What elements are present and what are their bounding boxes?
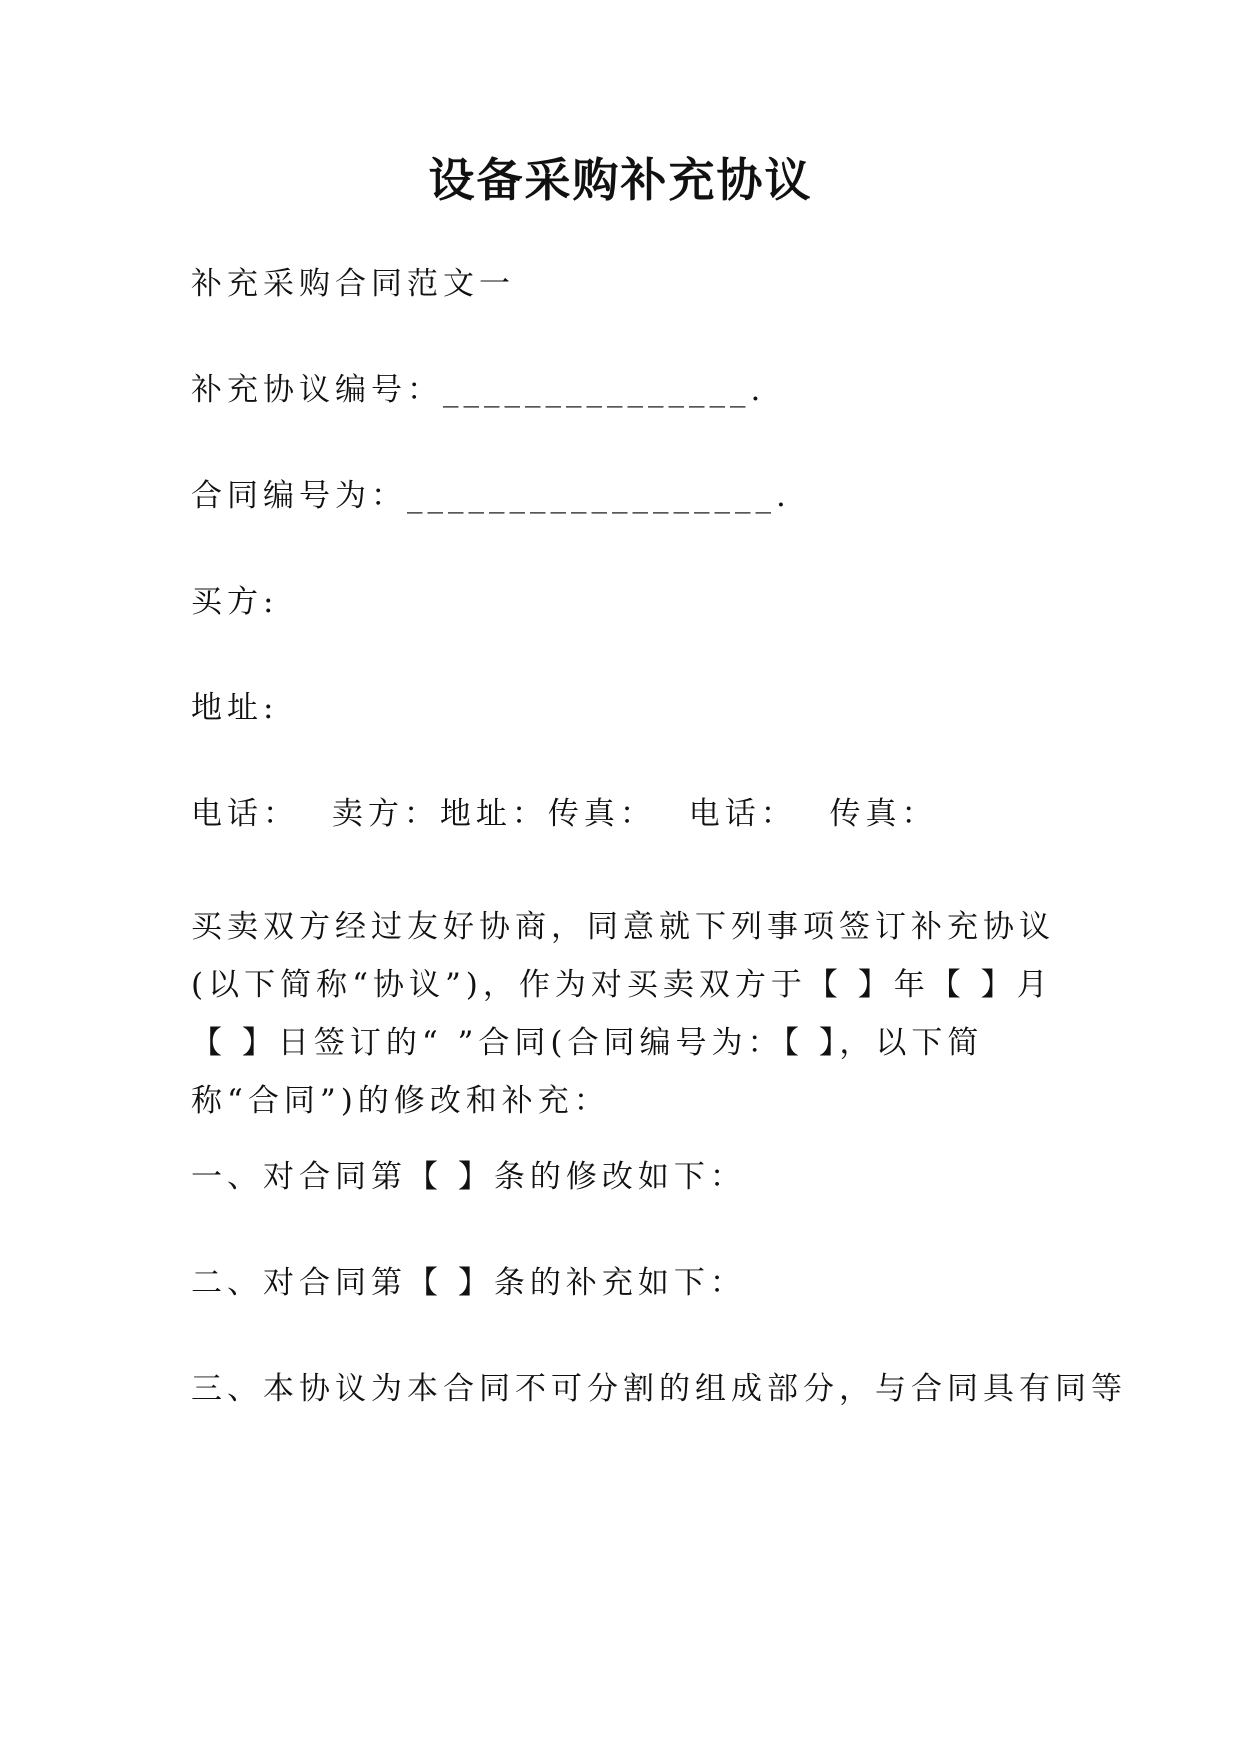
paragraph-clause-1: 一、对合同第【 】条的修改如下： — [191, 1159, 746, 1195]
paragraph-clause-2: 二、对合同第【 】条的补充如下： — [191, 1265, 746, 1301]
document-title: 设备采购补充协议 — [428, 153, 813, 207]
paragraph-supplement-number: 补充协议编号：_______________. — [191, 372, 766, 408]
paragraph-preamble: 买卖双方经过友好协商，同意就下列事项签订补充协议(以下简称“协议”)，作为对买卖双方于【 】年【 】月【 】日签订的“ ”合同(合同编号为：【 】，以下简称“合同”)的修改和补充： — [191, 909, 1055, 1119]
paragraph-contract-number: 合同编号为：__________________. — [191, 478, 791, 514]
paragraph-address: 地址: — [191, 690, 279, 726]
paragraph-subtitle: 补充采购合同范文一 — [191, 266, 515, 302]
paragraph-contact-info: 电话： 卖方：地址：传真： 电话： 传真： — [191, 796, 938, 832]
paragraph-buyer: 买方: — [191, 584, 279, 620]
paragraph-clause-3: 三、本协议为本合同不可分割的组成部分，与合同具有同等 — [191, 1371, 1127, 1407]
